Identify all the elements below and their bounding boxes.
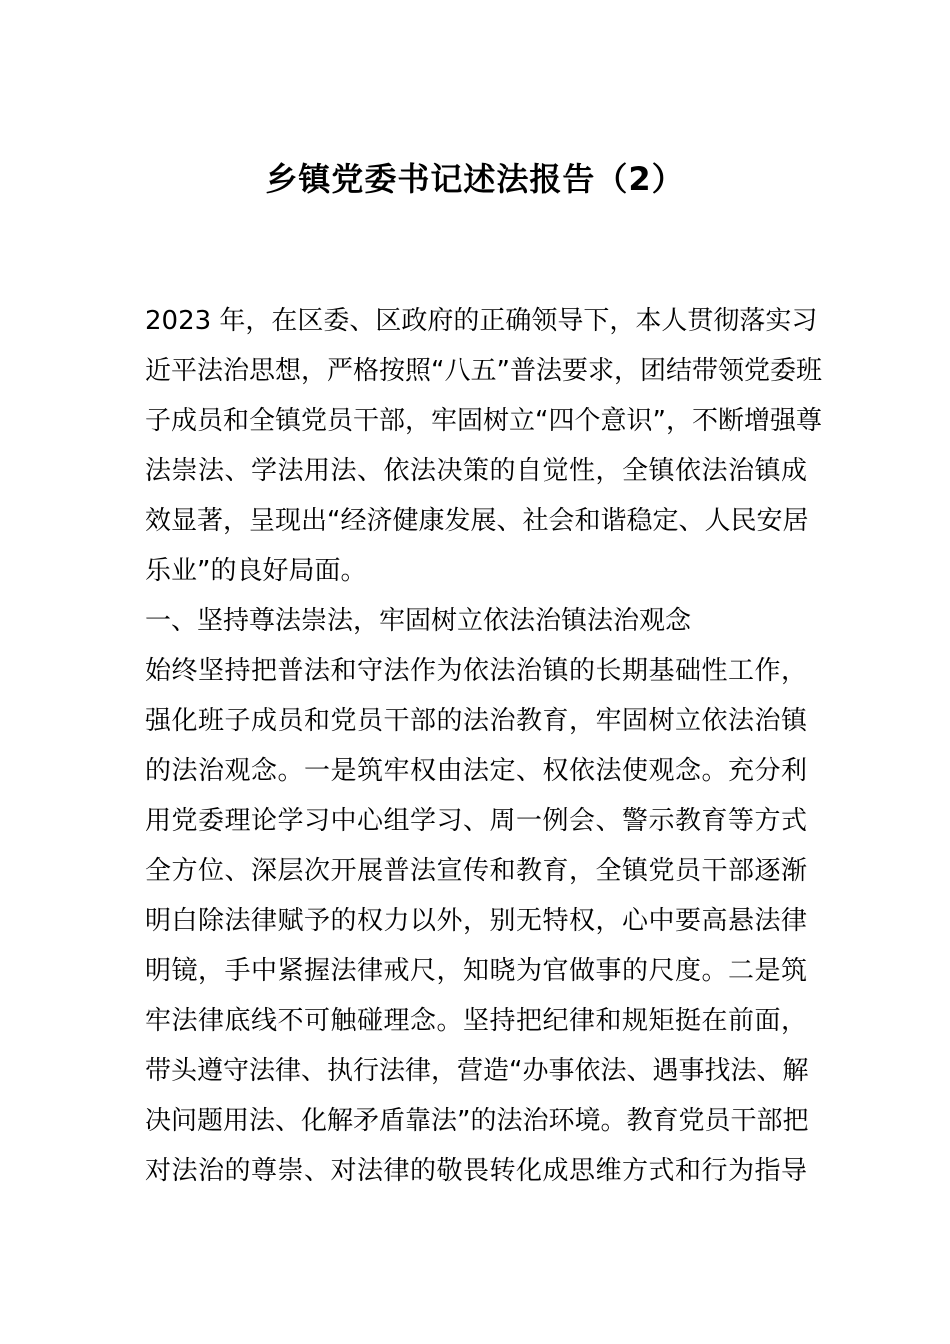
body-line: 法崇法、学法用法、依法决策的自觉性，全镇依法治镇成 (145, 456, 807, 486)
body-line: 对法治的尊崇、对法律的敬畏转化成思维方式和行为指导 (145, 1156, 807, 1186)
body-line: 子成员和全镇党员干部，牢固树立“四个意识”，不断增强尊 (145, 406, 822, 436)
document-body (145, 296, 822, 1196)
body-line: 始终坚持把普法和守法作为依法治镇的长期基础性工作， (145, 656, 807, 686)
body-line: 2023 年，在区委、区政府的正确领导下，本人贯彻落实习 (145, 306, 818, 336)
body-line: 用党委理论学习中心组学习、周一例会、警示教育等方式 (145, 806, 807, 836)
body-line: 强化班子成员和党员干部的法治教育，牢固树立依法治镇 (145, 706, 807, 736)
body-line: 决问题用法、化解矛盾靠法”的法治环境。教育党员干部把 (145, 1106, 809, 1136)
body-line: 乐业”的良好局面。 (145, 556, 367, 586)
body-line: 全方位、深层次开展普法宣传和教育，全镇党员干部逐渐 (145, 856, 807, 886)
body-line: 效显著，呈现出“经济健康发展、社会和谐稳定、人民安居 (145, 506, 809, 536)
body-line: 牢法律底线不可触碰理念。坚持把纪律和规矩挺在前面， (145, 1006, 807, 1036)
body-line: 明镜，手中紧握法律戒尺，知晓为官做事的尺度。二是筑 (145, 956, 807, 986)
section-heading: 一、坚持尊法崇法，牢固树立依法治镇法治观念 (145, 606, 692, 636)
body-line: 的法治观念。一是筑牢权由法定、权依法使观念。充分利 (145, 756, 807, 786)
body-line: 明白除法律赋予的权力以外，别无特权，心中要高悬法律 (145, 906, 807, 936)
body-line: 近平法治思想，严格按照“八五”普法要求，团结带领党委班 (145, 356, 822, 386)
body-line: 带头遵守法律、执行法律，营造“办事依法、遇事找法、解 (145, 1056, 809, 1086)
document-title: 乡镇党委书记述法报告（2） (265, 160, 685, 198)
